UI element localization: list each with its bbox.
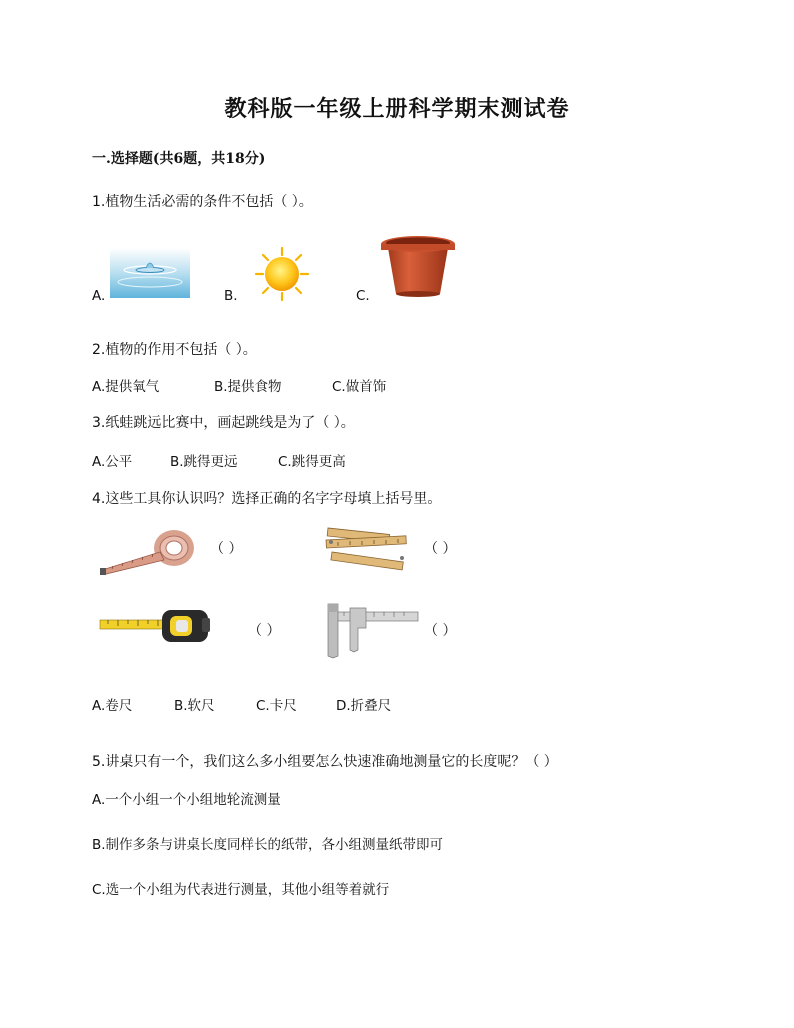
q1-option-b-label: B. xyxy=(224,288,238,304)
q1-option-c-label: C. xyxy=(356,288,370,304)
q4-blank-3[interactable]: （ ） xyxy=(248,623,281,639)
q4-option-a: A.卷尺 xyxy=(92,698,133,714)
q2-option-b: B.提供食物 xyxy=(214,379,282,395)
q4-blank-1[interactable]: （ ） xyxy=(210,541,243,557)
q3-option-a: A.公平 xyxy=(92,454,133,470)
q4-option-d: D.折叠尺 xyxy=(336,698,392,714)
question-5: 5.讲桌只有一个，我们这么多小组要怎么快速准确地测量它的长度呢？（ ） xyxy=(92,754,558,770)
page-title: 教科版一年级上册科学期末测试卷 xyxy=(224,96,570,122)
tape-measure-image xyxy=(98,606,238,646)
q4-blank-2[interactable]: （ ） xyxy=(424,541,457,557)
q4-option-b: B.软尺 xyxy=(174,698,215,714)
question-3: 3.纸蛙跳远比赛中，画起跳线是为了（ ）。 xyxy=(92,415,355,431)
question-2: 2.植物的作用不包括（ ）。 xyxy=(92,342,257,358)
q2-option-a: A.提供氧气 xyxy=(92,379,160,395)
q5-option-c: C.选一个小组为代表进行测量，其他小组等着就行 xyxy=(92,882,390,898)
q4-blank-4[interactable]: （ ） xyxy=(424,623,457,639)
q5-option-b: B.制作多条与讲桌长度同样长的纸带，各小组测量纸带即可 xyxy=(92,837,444,853)
q3-option-c: C.跳得更高 xyxy=(278,454,346,470)
water-drop-image xyxy=(110,248,190,298)
folding-ruler-image xyxy=(322,522,414,574)
section-heading: 一.选择题(共6题，共18分) xyxy=(92,151,266,167)
q4-option-c: C.卡尺 xyxy=(256,698,297,714)
soft-tape-measure-image xyxy=(98,526,198,576)
question-1: 1.植物生活必需的条件不包括（ ）。 xyxy=(92,194,313,210)
flower-pot-image xyxy=(378,232,458,298)
q2-option-c: C.做首饰 xyxy=(332,379,387,395)
q1-option-a-label: A. xyxy=(92,288,106,304)
sun-image xyxy=(254,246,310,302)
caliper-image xyxy=(324,600,420,660)
q5-option-a: A.一个小组一个小组地轮流测量 xyxy=(92,792,281,808)
question-4: 4.这些工具你认识吗？选择正确的名字字母填上括号里。 xyxy=(92,491,442,507)
q3-option-b: B.跳得更远 xyxy=(170,454,238,470)
